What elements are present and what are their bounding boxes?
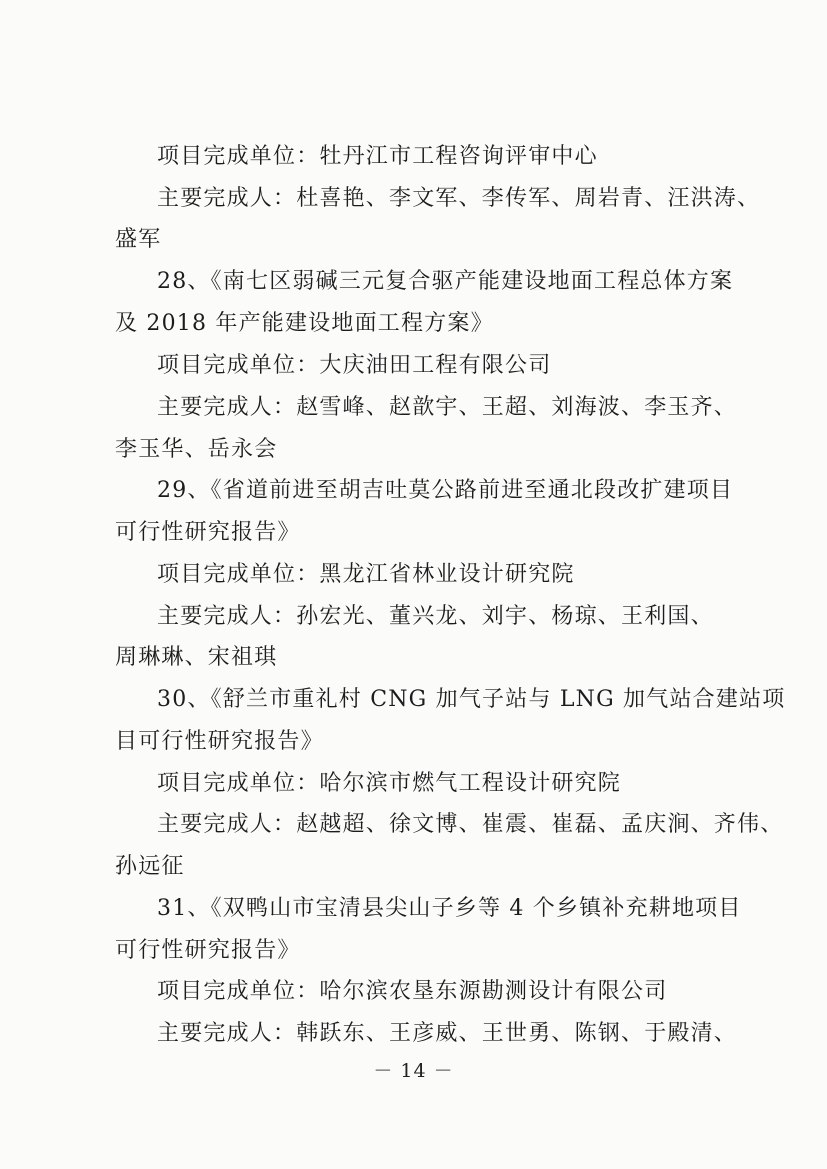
- entry-29-title-line2: 可行性研究报告》: [115, 520, 301, 545]
- entry-31-people-line: [157, 1008, 737, 1060]
- people-label: 主要完成人：: [157, 395, 297, 420]
- people-names: 杜喜艳、李文军、李传军、周岩青、汪洪涛、: [296, 186, 761, 211]
- people-names: 孙宏光、董兴龙、刘宇、杨琼、王利国、: [296, 604, 714, 629]
- unit-label: 项目完成单位：: [157, 353, 320, 378]
- unit-name: 牡丹江市工程咨询评审中心: [319, 144, 598, 169]
- unit-name: 大庆油田工程有限公司: [319, 353, 552, 378]
- entry-30-people-continuation: 孙远征: [115, 854, 185, 879]
- people-label: 主要完成人：: [157, 812, 297, 837]
- entry-28-people-continuation: 李玉华、岳永会: [115, 437, 278, 462]
- unit-label: 项目完成单位：: [157, 562, 320, 587]
- people-label: 主要完成人：: [157, 604, 297, 629]
- entry-30-people-line: [157, 799, 783, 851]
- unit-name: 哈尔滨农垦东源勘测设计有限公司: [319, 979, 668, 1004]
- unit-label: 项目完成单位：: [157, 144, 320, 169]
- entry-28-title-line1: 28、《南七区弱碱三元复合驱产能建设地面工程总体方案: [157, 269, 734, 294]
- people-names: 韩跃东、王彦威、王世勇、陈钢、于殿清、: [296, 1021, 738, 1046]
- entry-30-title-line2: 目可行性研究报告》: [115, 729, 324, 754]
- page-number: － 14 －: [373, 1060, 454, 1082]
- unit-name: 黑龙江省林业设计研究院: [319, 562, 575, 587]
- people-label: 主要完成人：: [157, 186, 297, 211]
- unit-name: 哈尔滨市燃气工程设计研究院: [319, 771, 622, 796]
- people-label: 主要完成人：: [157, 1021, 297, 1046]
- entry-29-people-continuation: 周琳琳、宋祖琪: [115, 645, 278, 670]
- unit-label: 项目完成单位：: [157, 979, 320, 1004]
- unit-label: 项目完成单位：: [157, 771, 320, 796]
- entry-30-title-line1: 30、《舒兰市重礼村 CNG 加气子站与 LNG 加气站合建站项: [157, 687, 786, 712]
- entry-31-title-line2: 可行性研究报告》: [115, 938, 301, 963]
- people-names: 赵越超、徐文博、崔震、崔磊、孟庆涧、齐伟、: [296, 812, 784, 837]
- people-names: 赵雪峰、赵歆宇、王超、刘海波、李玉齐、: [296, 395, 738, 420]
- entry-27-people-continuation: 盛军: [115, 227, 162, 252]
- entry-28-title-line2: 及 2018 年产能建设地面工程方案》: [115, 311, 494, 336]
- entry-29-title-line1: 29、《省道前进至胡吉吐莫公路前进至通北段改扩建项目: [157, 478, 734, 503]
- entry-27-people-line: [157, 173, 760, 225]
- entry-31-title-line1: 31、《双鸭山市宝清县尖山子乡等 4 个乡镇补充耕地项目: [157, 896, 742, 921]
